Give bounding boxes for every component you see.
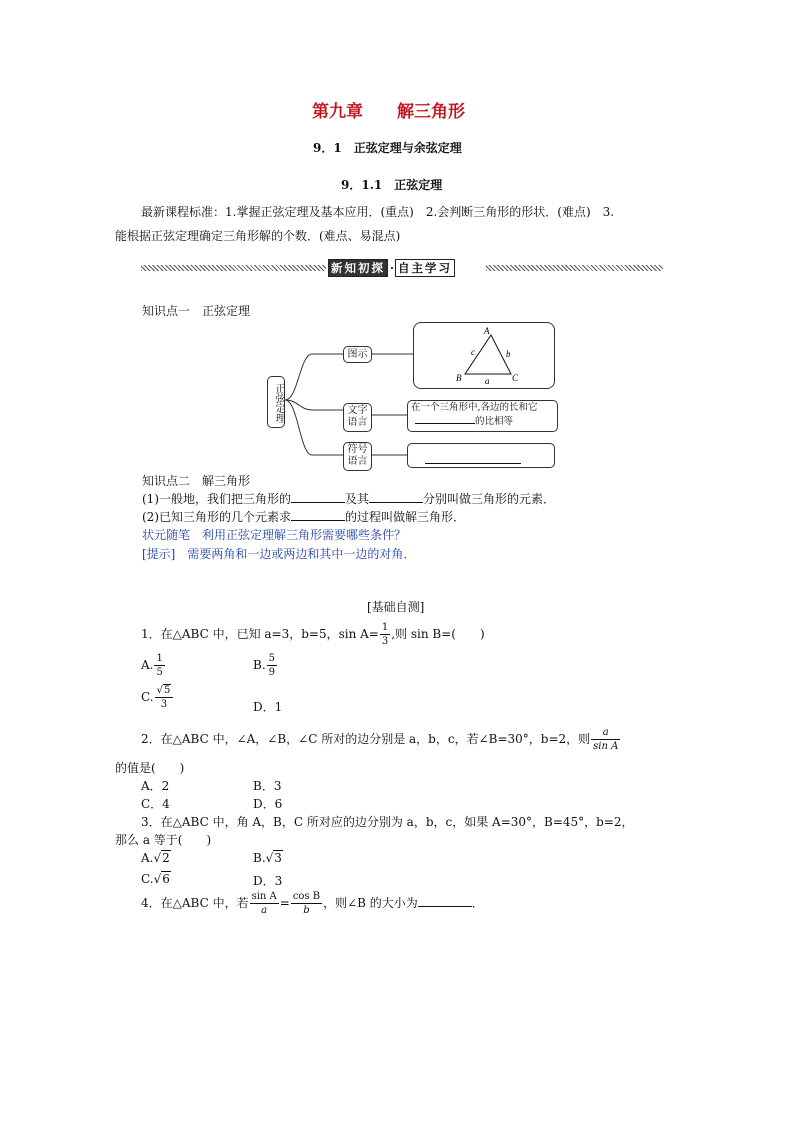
node-figure	[343, 346, 372, 363]
q4-f2-den: b	[303, 905, 310, 916]
vertex-C: C	[512, 373, 519, 383]
triangle-figure	[413, 322, 553, 387]
q1-a-label: A.	[141, 658, 154, 672]
q4-end: ．	[471, 896, 484, 910]
kp2-hint: [提示] 需要两角和一边或两边和其中一边的对角．	[142, 547, 416, 561]
kp2-item2	[142, 508, 465, 525]
sqrt-sign: √6	[153, 872, 170, 886]
q4-tail: ，则∠B 的大小为	[323, 896, 418, 910]
q1-c-den: 3	[160, 699, 168, 710]
node-symbol-language-l1: 符号	[347, 444, 368, 455]
q2-option-b[interactable]: B．3	[253, 779, 282, 793]
side-c: c	[471, 347, 475, 357]
banner-part2: 自主学习	[395, 259, 455, 277]
kp2-item1-c: 分别叫做三角形的元素．	[423, 492, 556, 506]
kp2-item1	[142, 490, 555, 507]
q1-stem	[141, 621, 485, 648]
q1-a-frac	[154, 652, 164, 679]
node-figure-label: 图示	[347, 349, 368, 360]
side-a: a	[485, 376, 490, 386]
q3-c-label: C.	[141, 872, 154, 886]
q1-frac-num: 1	[381, 622, 389, 633]
q1-b-num: 5	[268, 653, 276, 664]
q1-a-den: 5	[156, 667, 163, 678]
q4-fraction2	[291, 890, 322, 917]
root-node	[267, 376, 285, 428]
q1-b-den: 9	[268, 667, 276, 678]
q3-a-rad: 2	[162, 851, 170, 865]
kp2-item1-a: (1)一般地，我们把三角形的	[142, 492, 291, 506]
kp2-heading: 知识点二 解三角形	[142, 474, 251, 488]
text-language-box	[407, 400, 558, 432]
q4-answer-blank[interactable]	[418, 896, 472, 907]
q3-option-c[interactable]	[141, 872, 171, 886]
q3-line2: 那么 a 等于( )	[115, 833, 212, 847]
q2-option-a[interactable]: A．2	[141, 779, 170, 793]
kp2-item2-b: 的过程叫做解三角形．	[345, 510, 466, 524]
q3-c-rad: 6	[162, 872, 170, 886]
side-b: b	[506, 349, 511, 359]
q4-stem-text: 4．在△ABC 中，若	[141, 896, 249, 910]
q1-option-c[interactable]	[141, 684, 174, 711]
q4-fraction1	[250, 890, 279, 917]
q2-fraction	[591, 726, 620, 753]
q1-option-a[interactable]	[141, 652, 166, 679]
kp1-heading: 知识点一 正弦定理	[142, 304, 251, 318]
node-text-language	[343, 403, 372, 432]
banner-part1: 新知初探	[328, 259, 388, 277]
q4-f1-num: sin A	[251, 891, 277, 902]
banner-rule-left	[141, 265, 326, 271]
text-language-line2: 的比相等	[475, 416, 514, 427]
q1-stem-text: 1．在△ABC 中，已知 a=3，b=5，sin A=	[141, 627, 379, 641]
banner-rule-right	[486, 265, 663, 271]
q4-f1-den: a	[261, 905, 268, 916]
q2-stem	[141, 726, 621, 753]
node-text-language-l1: 文字	[347, 405, 368, 416]
text-language-line1: 在一个三角形中,各边的长和它	[411, 402, 538, 413]
q3-option-b[interactable]	[253, 851, 283, 865]
q2-option-d[interactable]: D．6	[253, 797, 283, 811]
node-symbol-language-l2: 语言	[347, 456, 368, 467]
symbol-language-blank	[425, 453, 521, 464]
q1-c-num: 5	[163, 685, 171, 696]
text-language-blank	[415, 414, 475, 424]
section-title: 9．1 正弦定理与余弦定理	[313, 141, 462, 155]
vertex-A: A	[484, 326, 490, 336]
q1-b-frac	[267, 652, 277, 679]
course-standard-line2: 能根据正弦定理确定三角形解的个数．(难点、易混点)	[115, 229, 401, 243]
root-node-label: 正弦定理	[273, 383, 284, 423]
q3-stem: 3．在△ABC 中，角 A，B，C 所对应的边分别为 a，b，c，如果 A=30°，B=45°，b=2，	[141, 815, 634, 829]
q2-frac-den: sin A	[593, 741, 619, 752]
section-banner	[328, 259, 456, 276]
q3-b-rad: 3	[274, 851, 282, 865]
sqrt-sign: √2	[153, 851, 170, 865]
q1-option-d[interactable]: D．1	[253, 700, 283, 714]
q2-frac-num: a	[591, 726, 620, 740]
banner-dot: ·	[390, 260, 395, 275]
chapter-title: 第九章 解三角形	[312, 102, 465, 122]
q1-b-label: B.	[253, 658, 266, 672]
sqrt-sign: √5	[156, 685, 171, 696]
subsection-title: 9．1.1 正弦定理	[341, 178, 443, 192]
q2-line2: 的值是( )	[115, 761, 185, 775]
text-language-line2-wrap	[411, 414, 557, 428]
q4-eq: =	[279, 896, 290, 910]
q4-stem	[141, 890, 484, 917]
q3-a-label: A.	[141, 851, 154, 865]
node-symbol-language	[343, 442, 372, 471]
q2-option-c[interactable]: C．4	[141, 797, 170, 811]
blank	[291, 492, 345, 503]
q1-c-label: C.	[141, 690, 154, 704]
q1-c-frac	[155, 684, 174, 711]
q3-option-a[interactable]	[141, 851, 171, 865]
vertex-B: B	[456, 373, 462, 383]
sqrt-sign: √3	[265, 851, 282, 865]
q1-a-num: 1	[156, 653, 163, 664]
q1-option-b[interactable]	[253, 652, 278, 679]
q1-tail: ,则 sin B=( )	[391, 627, 485, 641]
q1-frac-den: 3	[381, 636, 389, 647]
node-text-language-l2: 语言	[347, 417, 368, 428]
q4-f2-num: cos B	[292, 891, 321, 902]
blank	[369, 492, 423, 503]
q3-b-label: B.	[253, 851, 266, 865]
blank	[291, 510, 345, 521]
symbol-language-box	[407, 443, 555, 468]
course-standard-line1: 最新课程标准：1.掌握正弦定理及基本应用．(重点) 2.会判断三角形的形状．(难点) 3.	[141, 205, 615, 219]
kp2-question: 状元随笔 利用正弦定理解三角形需要哪些条件？	[142, 528, 407, 542]
q1-fraction	[380, 621, 390, 648]
kp2-item1-b: 及其	[345, 492, 370, 506]
kp2-item2-a: (2)已知三角形的几个元素求	[142, 510, 291, 524]
selftest-heading: [基础自测]	[367, 600, 425, 614]
q2-stem-text: 2．在△ABC 中，∠A，∠B，∠C 所对的边分别是 a，b，c，若∠B=30°，b=2，则	[141, 732, 591, 746]
q3-option-d[interactable]: D．3	[253, 874, 283, 888]
